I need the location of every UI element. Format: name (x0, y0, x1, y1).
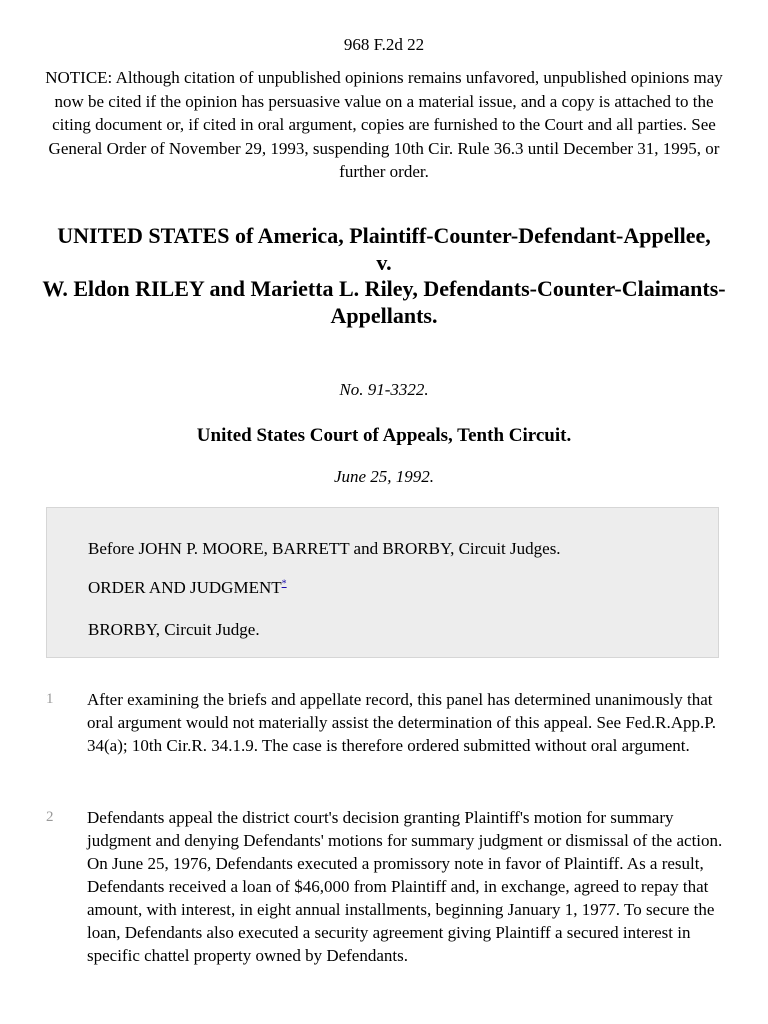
order-title: ORDER AND JUDGMENT (88, 578, 282, 597)
publication-notice: NOTICE: Although citation of unpublished opinions remains unfavored, unpublished opinions may now be cited if the opinion has persuasive value on a material issue, and a copy is attached to the citing document or, if cited in oral argument, copies are furnished to the Court and all parties. See General Order of November 29, 1993, suspending 10th Cir. Rule 36.3 until December 31, 1995, or further order. (45, 68, 723, 181)
paragraph-number: 1 (46, 691, 54, 707)
judges-panel-box (46, 507, 719, 658)
panel-judges: Before JOHN P. MOORE, BARRETT and BRORBY, Circuit Judges. (88, 539, 561, 558)
opinion-author: BRORBY, Circuit Judge. (88, 620, 260, 639)
paragraph-text: Defendants appeal the district court's decision granting Plaintiff's motion for summary judgment and denying Defendants' motions for summary judgment or dismissal of the action. On June 25, 1976, Defendants executed a promissory note in favor of Plaintiff. As a result, Defendants received a loan of $46,000 from Plaintiff and, in exchange, agreed to repay that amount, with interest, in eight annual installments, beginning January 1, 1977. To secure the loan, Defendants also executed a security agreement giving Plaintiff a secured interest in specific chattel property owned by Defendants. (87, 808, 723, 965)
paragraph-text: After examining the briefs and appellate record, this panel has determined unanimously that oral argument would not materially assist the determination of this appeal. See Fed.R.App.P. 34(a); 10th Cir.R. 34.1.9. The case is therefore ordered submitted without oral argument. (87, 690, 717, 755)
docket-number: No. 91-3322. (339, 380, 429, 399)
order-heading (88, 578, 287, 598)
plaintiff-party: UNITED STATES of America, Plaintiff-Counter-Defendant-Appellee, (57, 223, 711, 248)
defendant-parties: W. Eldon RILEY and Marietta L. Riley, Defendants-Counter-Claimants-Appellants. (42, 276, 726, 328)
paragraph-number: 2 (46, 809, 54, 825)
case-caption (30, 223, 738, 329)
reporter-citation: 968 F.2d 22 (343, 35, 425, 54)
decision-date: June 25, 1992. (333, 467, 435, 486)
footnote-link[interactable]: * (281, 578, 287, 590)
court-name: United States Court of Appeals, Tenth Circuit. (196, 425, 572, 446)
versus-label: v. (376, 249, 392, 275)
